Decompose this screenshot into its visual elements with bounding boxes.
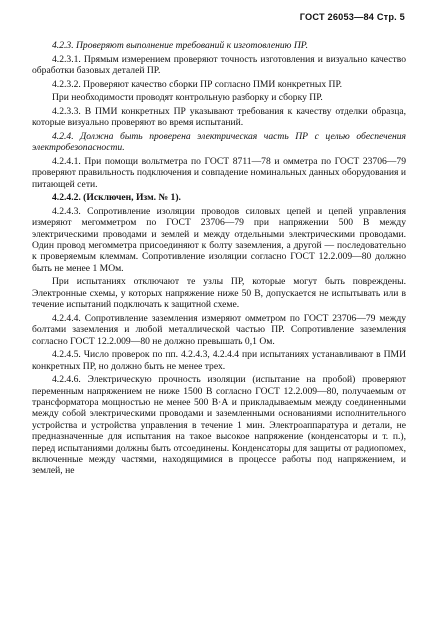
page-header: ГОСТ 26053—84 Стр. 5 xyxy=(299,12,405,22)
document-body xyxy=(32,40,406,479)
paragraph-4-2-4-4: 4.2.4.4. Сопротивление заземления измеряют омметром по ГОСТ 23706—79 между болтами заземления и любой металлической частью ПР. Сопротивление заземления согласно ГОСТ 12.2.009—80 не должно превышать 0,1 Ом. xyxy=(32,312,406,347)
paragraph-4-2-4: 4.2.4. Должна быть проверена электрическая часть ПР с целью обеспечения электробезопасности. xyxy=(32,130,406,154)
paragraph-4-2-4-6: 4.2.4.6. Электрическую прочность изоляции (испытание на пробой) проверяют переменным напряжением не ниже 1500 В согласно ГОСТ 12.2.009—80, получаемым от трансформатора мощностью не менее 500 В·А и прикладываемым между соединенными между собой электрическими проводами и заземленными основаниями исполнительного устройства и устройства управления в течение 1 мин. Электроаппаратура и детали, не предназначенные для испытания на такое высокое напряжение (конденсаторы и т. п.), перед испытаниями должны быть отсоединены. Конденсаторы для защиты от радиопомех, включенные между частями, находящимися в процессе работы под напряжением, и землей, не xyxy=(32,374,406,477)
paragraph-disassembly: При необходимости проводят контрольную разборку и сборку ПР. xyxy=(52,92,323,104)
paragraph-disconnect-units: При испытаниях отключают те узлы ПР, которые могут быть повреждены. Электронные схемы, у которых напряжение ниже 50 В, допускается не испытывать или в течение испытаний подключать к защитной схеме. xyxy=(32,276,406,311)
paragraph-4-2-3: 4.2.3. Проверяют выполнение требований к изготовлению ПР. xyxy=(52,40,309,51)
paragraph-4-2-4-5: 4.2.4.5. Число проверок по пп. 4.2.4.3, 4.2.4.4 при испытаниях устанавливают в ПМИ конкретных ПР, но должно быть не менее трех. xyxy=(32,349,406,372)
paragraph-4-2-4-3: 4.2.4.3. Сопротивление изоляции проводов силовых цепей и цепей управления измеряют мегомметром по ГОСТ 23706—79 при напряжении 500 В между электрическими проводами и землей и между отдельными электрическими проводами. Один провод мегомметра присоединяют к болту заземления, а другой — последовательно к проверяемым клеммам. Сопротивление изоляции согласно ГОСТ 12.2.009—80 должно быть не менее 1 МОм. xyxy=(32,205,406,274)
paragraph-4-2-4-2: 4.2.4.2. (Исключен, Изм. № 1). xyxy=(52,192,181,204)
paragraph-4-2-3-3: 4.2.3.3. В ПМИ конкретных ПР указывают требования к качеству отделки образца, которые визуально проверяют во время испытаний. xyxy=(32,105,406,129)
paragraph-4-2-4-1: 4.2.4.1. При помощи вольтметра по ГОСТ 8711—78 и омметра по ГОСТ 23706—79 проверяют правильность подключения и совпадение номинальных данных оборудования и питающей сети. xyxy=(32,155,406,190)
paragraph-4-2-3-1: 4.2.3.1. Прямым измерением проверяют точность изготовления и визуально качество обработки базовых деталей ПР. xyxy=(32,53,406,76)
paragraph-4-2-3-2: 4.2.3.2. Проверяют качество сборки ПР согласно ПМИ конкретных ПР. xyxy=(52,78,342,90)
